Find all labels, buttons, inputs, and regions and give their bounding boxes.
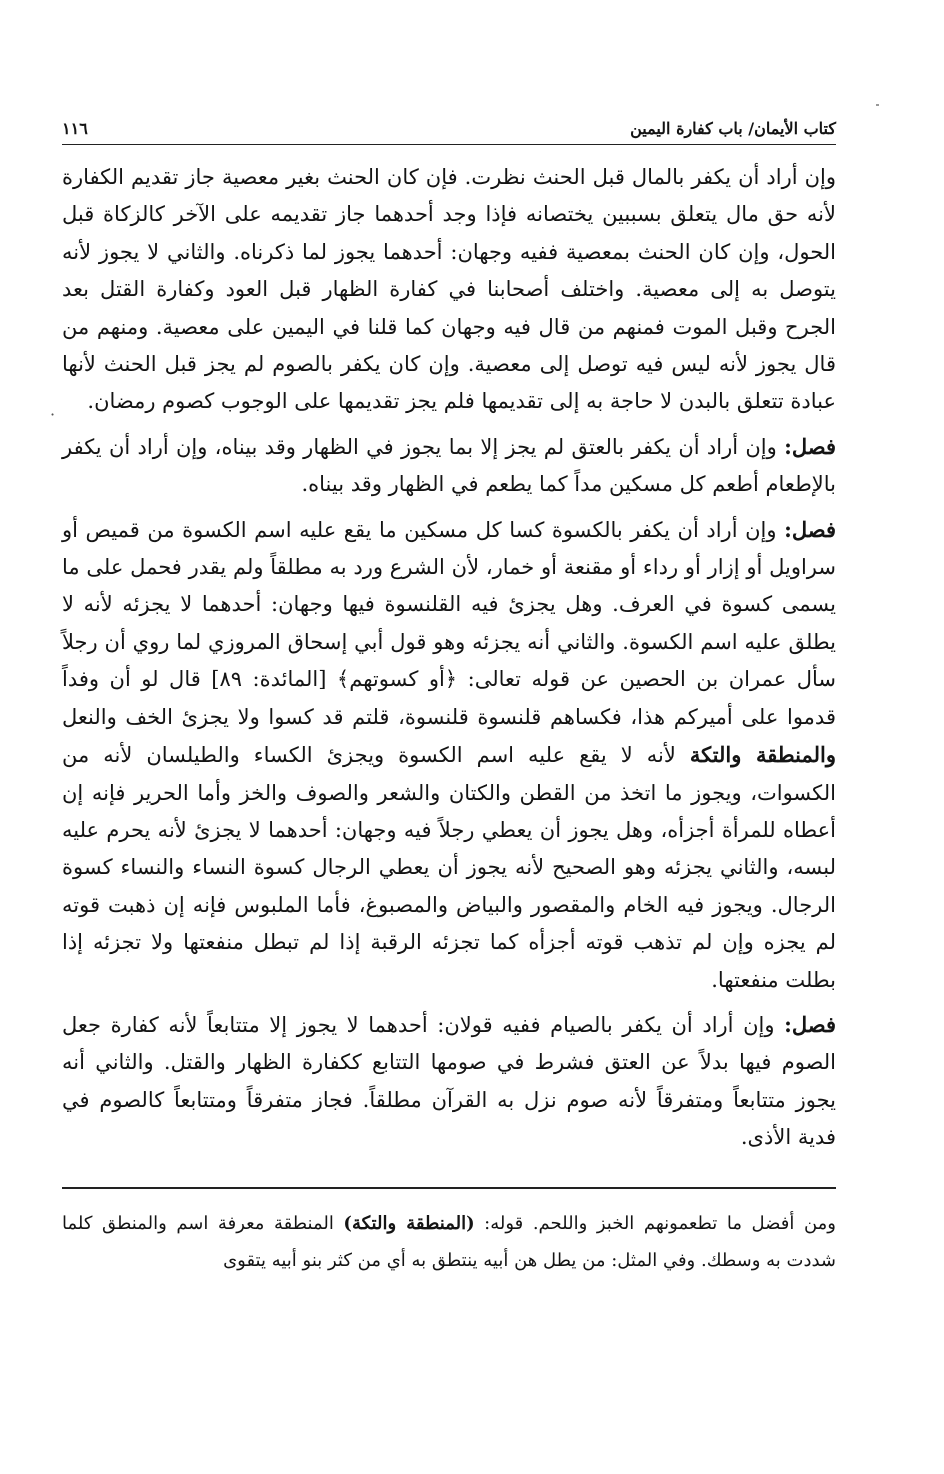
section-label: فصل: [784,433,836,459]
paragraph-section-fasting [62,1006,836,1157]
footnote-text: ومن أفضل ما تطعمونهم الخبز واللحم. قوله: [484,1212,836,1234]
header-divider [62,144,836,145]
paragraph-section-manumission [62,428,836,504]
footnote-divider [62,1187,836,1189]
page-header [62,108,836,138]
footnote [62,1205,836,1279]
footnote-text: المنطقة معرفة اسم والمنطق كلما شددت به وسطك. وفي المثل: من يطل هن أبيه ينتطق به أي من كثر بنو أبيه يتقوى [62,1212,836,1271]
section-label: فصل: [784,1011,836,1037]
margin-dash [876,104,879,106]
paragraph-text: وإن أراد أن يكفر بالعتق لم يجز إلا بما يجوز في الظهار وقد بيناه، وإن أراد أن يكفر بالإطعام أطعم كل مسكين مداً كما يطعم في الظهار وقد بيناه. [62,434,836,497]
bold-term: والمنطقة والتكة [689,742,836,768]
section-label: فصل: [784,516,836,542]
paragraph-section-clothing [62,511,836,999]
running-title: كتاب الأيمان/ باب كفارة اليمين [630,119,836,138]
margin-mark: · [50,405,56,424]
book-page [62,108,836,1279]
paragraph-expiation-before-breach: وإن أراد أن يكفر بالمال قبل الحنث نظرت. فإن كان الحنث بغير معصية جاز تقديم الكفارة لأنه حق مال يتعلق بسببين يختصانه فإذا وجد أحدهما جاز تقديمه على الآخر كالزكاة قبل الحول، وإن كان الحنث بمعصية ففيه وجهان: أحدهما يجوز لما ذكرناه. والثاني لا يجوز لأنه يتوصل به إلى معصية. واختلف أصحابنا في كفارة الظهار قبل العود وكفارة القتل بعد الجرح وقبل الموت فمنهم من قال فيه وجهان كما قلنا في اليمين على معصية. ومنهم من قال يجوز لأنه ليس فيه توصل إلى معصية. وإن كان يكفر بالصوم لم يجز قبل الحنث لأنها عبادة تتعلق بالبدن لا حاجة به إلى تقديمها فلم يجز تقديمها على الوجوب كصوم رمضان. [62,165,836,414]
paragraph-text: لأنه لا يقع عليه اسم الكسوة ويجزئ الكساء والطيلسان لأنه من الكسوات، ويجوز ما اتخذ من القطن والكتان والشعر والصوف والخز وأما الحرير فإنه إن أعطاه للمرأة أجزأه، وهل يجوز أن يعطي رجلاً فيه وجهان: أحدهما لا يجزئ لأنه يحرم عليه لبسه، والثاني يجزئه وهو الصحيح لأنه يجوز أن يعطي الرجال كسوة النساء والنساء كسوة الرجال. ويجوز فيه الخام والمقصور والبياض والمصبوغ، فأما الملبوس فإنه إن ذهبت قوته لم يجزه وإن لم تذهب قوته أجزأه كما تجزئه الرقبة إذا لم تبطل منفعتها ولا تجزئه إذا بطلت منفعتها. [62,743,836,992]
page-number: ١١٦ [62,119,88,138]
footnote-bold-term: (المنطقة والتكة) [343,1212,475,1234]
paragraph-text: وإن أراد أن يكفر بالصيام ففيه قولان: أحدهما لا يجوز إلا متتابعاً لأنه كفارة جعل الصوم فيها بدلاً عن العتق فشرط في صومها التتابع ككفارة الظهار والقتل. والثاني أنه يجوز متتابعاً ومتفرقاً لأنه صوم نزل به القرآن مطلقاً. فجاز متفرقاً ومتتابعاً كالصوم في فدية الأذى. [62,1012,836,1150]
paragraph-text: وإن أراد أن يكفر بالكسوة كسا كل مسكين ما يقع عليه اسم الكسوة من قميص أو سراويل أو إزار أو رداء أو مقنعة أو خمار، لأن الشرع ورد به مطلقاً ولم يقدر فحمل على ما يسمى كسوة في العرف. وهل يجزئ فيه القلنسوة فيها وجهان: أحدهما لا يجزئه لأنه لا يطلق عليه اسم الكسوة. والثاني أنه يجزئه وهو قول أبي إسحاق المروزي لما روي أن رجلاً سأل عمران بن الحصين عن قوله تعالى: ﴿أو كسوتهم﴾ [المائدة: ٨٩] قال لو أن وفداً قدموا على أميركم هذا، فكساهم قلنسوة قلنسوة، قلتم قد كسوا ولا يجزئ الخف والنعل [62,517,836,729]
